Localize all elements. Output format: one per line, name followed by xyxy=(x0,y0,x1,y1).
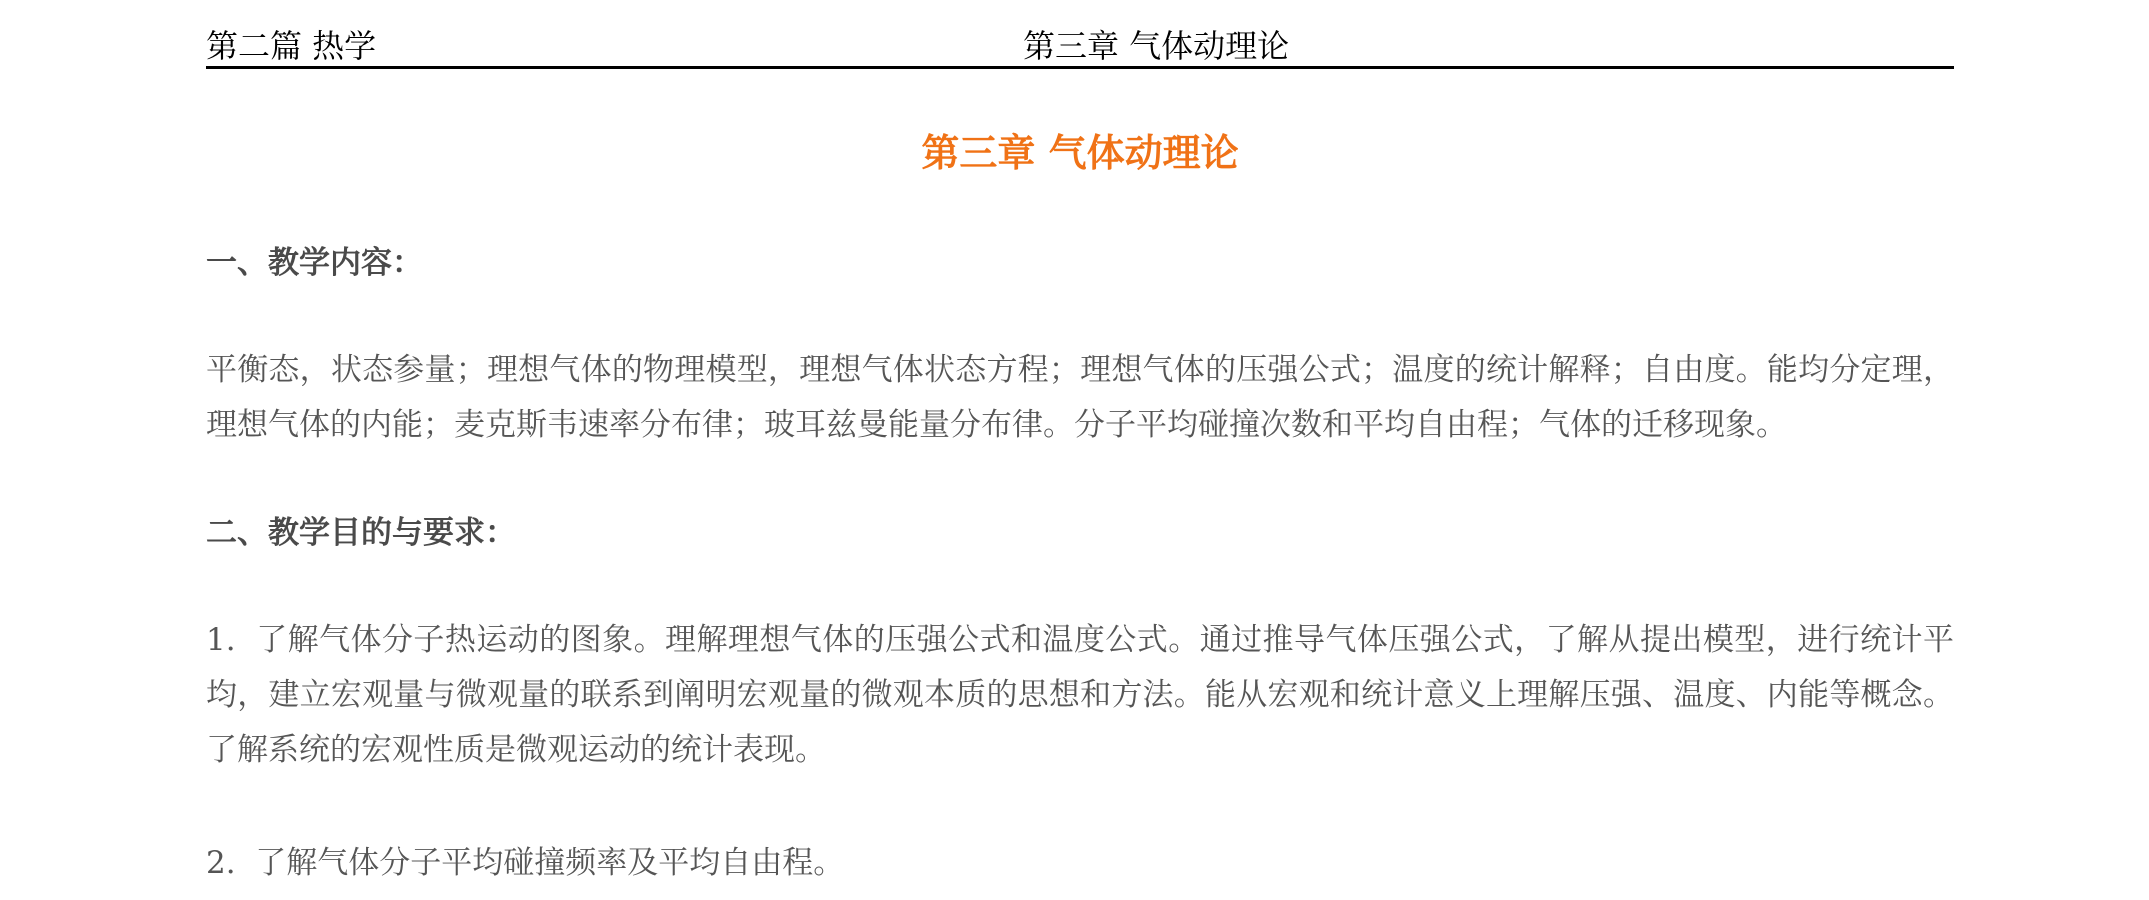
teaching-content-paragraph: 平衡态，状态参量；理想气体的物理模型，理想气体状态方程；理想气体的压强公式；温度的统计解释；自由度。能均分定理，理想气体的内能；麦克斯韦速率分布律；玻耳兹曼能量分布律。分子平均碰撞次数和平均自由程；气体的迁移现象。 xyxy=(206,352,1954,443)
goal-item-number: 1. xyxy=(206,622,236,658)
running-header xyxy=(206,0,1954,69)
section-heading-teaching-content: 一、教学内容： xyxy=(206,245,423,281)
goal-item-number: 2. xyxy=(206,845,236,881)
header-chapter-label: 第三章 气体动理论 xyxy=(1023,27,1290,65)
goal-item-1 xyxy=(206,613,1954,778)
header-part-label: 第二篇 热学 xyxy=(206,27,377,65)
goal-item-text: 了解气体分子热运动的图象。理解理想气体的压强公式和温度公式。通过推导气体压强公式，了解从提出模型，进行统计平均，建立宏观量与微观量的联系到阐明宏观量的微观本质的思想和方法。能从宏观和统计意义上理解压强、温度、内能等概念。了解系统的宏观性质是微观运动的统计表现。 xyxy=(206,622,1954,768)
goal-item-text: 了解气体分子平均碰撞频率及平均自由程。 xyxy=(255,845,845,881)
section-heading-goals: 二、教学目的与要求： xyxy=(206,515,516,551)
document-page xyxy=(206,0,1954,900)
goal-item-2 xyxy=(206,836,1954,891)
chapter-title: 第三章 气体动理论 xyxy=(921,130,1239,175)
